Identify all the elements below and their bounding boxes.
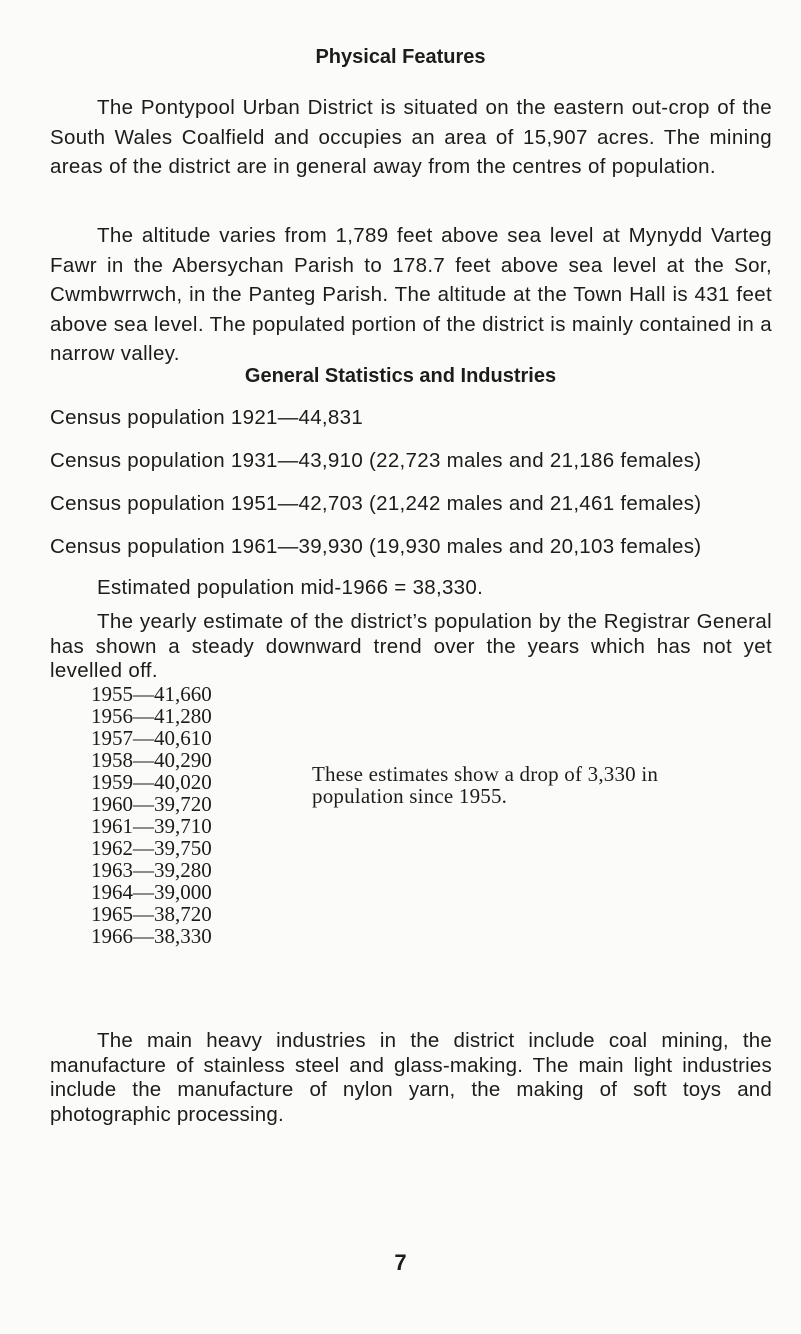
list-item: 1958—40,290 <box>91 748 212 772</box>
list-item: 1960—39,720 <box>91 792 212 816</box>
census-line-1951: Census population 1951—42,703 (21,242 males and 21,461 females) <box>50 492 702 515</box>
list-item: 1959—40,020 <box>91 770 212 794</box>
census-line-1931: Census population 1931—43,910 (22,723 males and 21,186 females) <box>50 449 702 472</box>
estimated-population: Estimated population mid-1966 = 38,330. <box>97 576 484 599</box>
physical-para-1: The Pontypool Urban District is situated on the eastern out-crop of the South Wales Coalfield and occupies an area of 15,907 acres. The mining areas of the district are in general away from the centres of population. <box>50 96 772 179</box>
page-number: 7 <box>394 1250 407 1275</box>
list-item: 1964—39,000 <box>91 880 212 904</box>
industries-paragraph: The main heavy industries in the district include coal mining, the manufacture of stainless steel and glass-making. The main light industries include the manufacture of nylon yarn, the making of soft toys and photographic processing. <box>50 1029 772 1126</box>
list-item: 1962—39,750 <box>91 836 212 860</box>
yearly-estimates-list <box>91 683 212 947</box>
population-drop-note: These estimates show a drop of 3,330 in population since 1955. <box>312 762 659 808</box>
list-item: 1956—41,280 <box>91 704 212 728</box>
list-item: 1955—41,660 <box>91 682 212 706</box>
statistics-heading: General Statistics and Industries <box>244 365 557 387</box>
trend-paragraph: The yearly estimate of the district’s population by the Registrar General has shown a steady downward trend over the years which has not yet levelled off. <box>50 610 772 682</box>
list-item: 1965—38,720 <box>91 902 212 926</box>
physical-features-heading: Physical Features <box>315 46 486 68</box>
list-item: 1961—39,710 <box>91 814 212 838</box>
list-item: 1966—38,330 <box>91 924 212 948</box>
census-line-1961: Census population 1961—39,930 (19,930 males and 20,103 females) <box>50 535 702 558</box>
census-line-1921: Census population 1921—44,831 <box>50 406 364 429</box>
physical-para-2: The altitude varies from 1,789 feet above sea level at Mynydd Varteg Fawr in the Abersychan Parish to 178.7 feet above sea level at the Sor, Cwmbwrrwch, in the Panteg Parish. The altitude at the Town Hall is 431 feet above sea level. The populated portion of the district is mainly contained in a narrow valley. <box>50 224 772 366</box>
list-item: 1963—39,280 <box>91 858 212 882</box>
list-item: 1957—40,610 <box>91 726 212 750</box>
